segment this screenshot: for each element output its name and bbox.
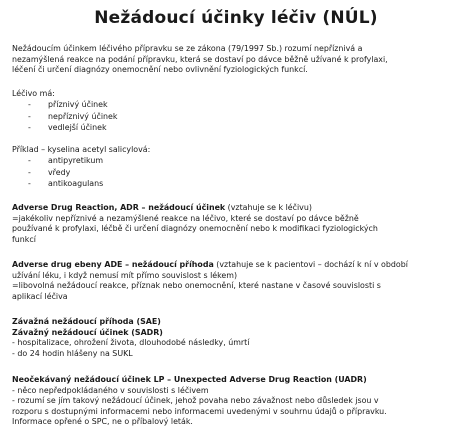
- sae-heading: Závažná nežádoucí příhoda (SAE): [12, 317, 161, 326]
- list-dash: -: [28, 179, 31, 188]
- list-dash: -: [28, 156, 31, 165]
- uadr-line-1: - něco nepředpokládaného v souvislosti s léčivem: [12, 385, 209, 395]
- sadr-heading: Závažný nežádoucí účinek (SADR): [12, 327, 163, 337]
- uadr-heading: Neočekávaný nežádoucí účinek LP – Unexpected Adverse Drug Reaction (UADR): [12, 375, 367, 384]
- list-dash: -: [28, 168, 31, 177]
- example-item-3: antikoagulans: [48, 179, 104, 188]
- adr-heading-note: (vztahuje se k léčivu): [225, 203, 312, 212]
- adr-heading: [12, 203, 464, 214]
- effects-item-2: nepříznivý účinek: [48, 112, 118, 121]
- effects-item-3: vedlejší účinek: [48, 123, 107, 132]
- ade-line-2: =libovolná nežádoucí reakce, příznak nebo onemocnění, které nastane v časové souvislosti s: [12, 281, 381, 291]
- uadr-line-2: - rozumí se jím takový nežádoucí účinek, jehož povaha nebo závažnost nebo důsledek jsou v: [12, 396, 379, 406]
- ade-line-3: aplikací léčiva: [12, 291, 68, 301]
- intro-line-3: léčení či určení diagnózy onemocnění nebo ovlivnění fyziologických funkcí.: [12, 65, 308, 75]
- adr-heading-term: Adverse Drug Reaction, ADR – nežádoucí účinek: [12, 203, 226, 212]
- list-dash: -: [28, 112, 31, 121]
- serious-line-1: - hospitalizace, ohrožení života, dlouhodobé následky, úmrtí: [12, 338, 250, 348]
- ade-heading-note: (vztahuje se k pacientovi – dochází k ní v období: [213, 260, 408, 269]
- ade-heading: [12, 260, 464, 271]
- example-item-2: vředy: [48, 168, 71, 177]
- ade-line-1: užívání léku, i když nemusí mít přímo souvislost s lékem): [12, 270, 238, 280]
- list-dash: -: [28, 123, 31, 132]
- list-dash: -: [28, 100, 31, 109]
- serious-line-2: - do 24 hodin hlášeny na SUKL: [12, 348, 133, 358]
- adr-line-2: používané k profylaxi, léčbě či určení diagnózy onemocnění nebo k modifikaci fyziologických: [12, 224, 378, 234]
- example-item-1: antipyretikum: [48, 156, 104, 165]
- effects-item-1: příznivý účinek: [48, 100, 108, 109]
- uadr-line-4: Informace opřené o SPC, ne o příbalový leták.: [12, 417, 193, 427]
- page-title: Nežádoucí účinky léčiv (NÚL): [94, 8, 378, 28]
- ade-heading-term: Adverse drug ebeny ADE – nežádoucí příhoda: [12, 260, 214, 269]
- intro-line-1: Nežádoucím účinkem léčivého přípravku se ze zákona (79/1997 Sb.) rozumí nepříznivá a: [12, 44, 363, 53]
- effects-heading: Léčivo má:: [12, 89, 55, 98]
- adr-line-1: =jakékoliv nepříznivé a nezamýšlené reakce na léčivo, které se dostaví po dávce běžně: [12, 213, 359, 223]
- adr-line-3: funkcí: [12, 234, 36, 244]
- intro-line-2: nezamýšlená reakce na podání přípravku, která se dostaví po dávce běžně užívané k profylaxi,: [12, 54, 388, 64]
- uadr-line-3: rozporu s dostupnými informacemi nebo informacemi uvedenými v souhrnu údajů o přípravku.: [12, 406, 387, 416]
- example-heading: Příklad – kyselina acetyl salicylová:: [12, 145, 151, 154]
